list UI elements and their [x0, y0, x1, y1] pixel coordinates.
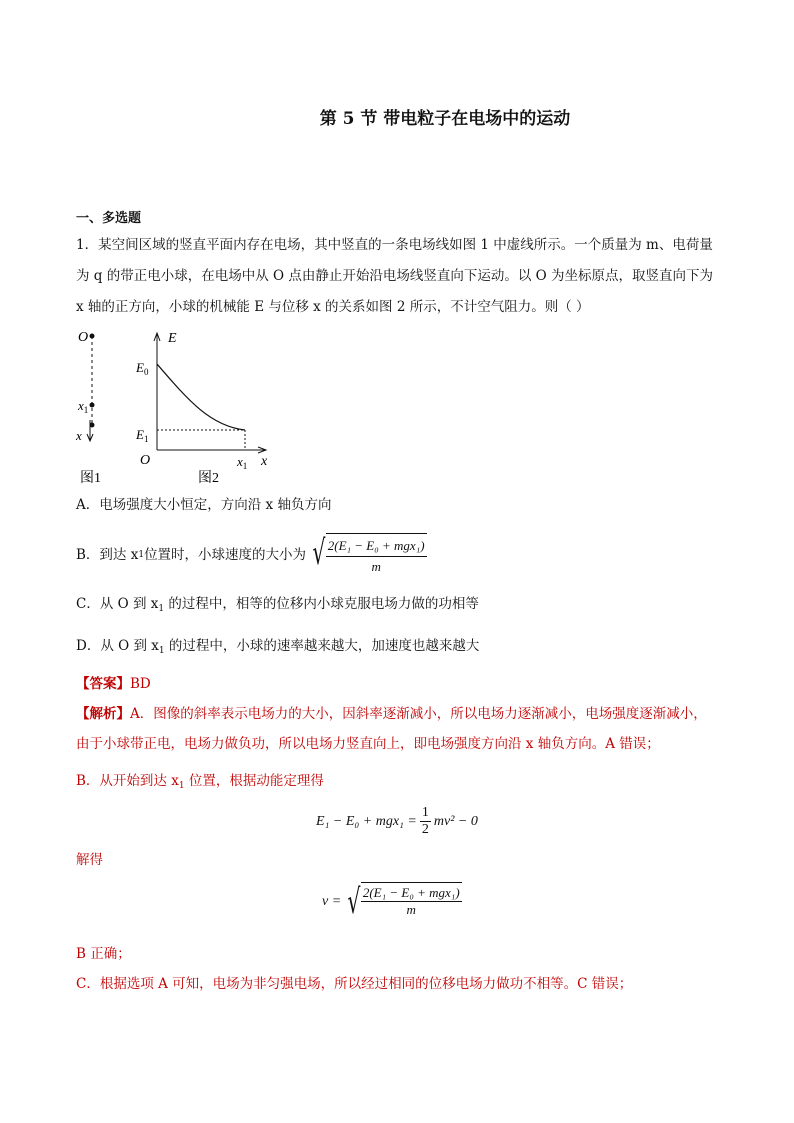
- question-line-2: 为 q 的带正电小球，在电场中从 O 点由静止开始沿电场线竖直向下运动。以 O 为坐标原点，取竖直向下为: [76, 268, 714, 284]
- solve-label: 解得: [76, 852, 103, 868]
- fig2-x1-label: $x_1$: [237, 454, 248, 471]
- equation-1: E₁ − E₀ + mgx₁ = $\frac{1}{2}$ mv² − 0: [316, 805, 478, 837]
- analysis-line-2: 由于小球带正电，电场力做负功，所以电场力竖直向上，即电场强度方向沿 x 轴负方向。A 错误；: [76, 736, 660, 752]
- analysis-c-line: C．根据选项 A 可知，电场为非匀强电场，所以经过相同的位移电场力做功不相等。C 错误；: [76, 976, 633, 992]
- section-heading: 一、多选题: [76, 211, 142, 226]
- fig2-caption: 图2: [198, 471, 219, 486]
- fig2-origin-label: O: [140, 453, 151, 468]
- option-b: B．到达 x 1 位置时，小球速度的大小为 √ $\frac{\text{2(E₁ − E₀ + mgx₁)}}{m}$: [76, 533, 427, 577]
- option-b-formula: √ $\frac{\text{2(E₁ − E₀ + mgx₁)}}{m}$: [308, 533, 426, 577]
- question-line-1: 1．某空间区域的竖直平面内存在电场，其中竖直的一条电场线如图 1 中虚线所示。一个质量为 m、电荷量: [76, 237, 713, 253]
- fig1-x-label: x: [76, 428, 82, 443]
- b-correct-line: B 正确；: [76, 946, 131, 962]
- fig1-origin-label: O: [78, 330, 89, 345]
- analysis-line-1: 【解析】A．图像的斜率表示电场力的大小，因斜率逐渐减小，所以电场力逐渐减小，电场强度逐渐减小，: [76, 706, 707, 722]
- fig1-x1-dot: [90, 403, 95, 408]
- e1-label: $E_1$: [136, 427, 149, 444]
- option-c: C．从 O 到 $x_1$ 的过程中，相等的位移内小球克服电场力做的功相等: [76, 596, 479, 614]
- fig1-caption: 图1: [80, 471, 101, 486]
- figure-1: [75, 330, 101, 486]
- fig1-x1-label: $x_1$: [78, 398, 89, 415]
- equation-2: v = √ $\frac{\text{2(E₁ − E₀ + mgx₁)}}{m}$: [322, 882, 460, 922]
- option-a: A．电场强度大小恒定，方向沿 x 轴负方向: [76, 497, 332, 513]
- figure-2: [135, 331, 268, 486]
- energy-curve: [157, 364, 245, 430]
- analysis-line-3: B．从开始到达 $x_1$ 位置，根据动能定理得: [76, 773, 324, 791]
- answer-line: 【答案】BD: [76, 676, 151, 692]
- e-axis-label: E: [168, 331, 177, 346]
- e0-label: $E_0$: [136, 360, 149, 377]
- page-title: 第 5 节 带电粒子在电场中的运动: [319, 109, 571, 129]
- option-d: D．从 O 到 $x_1$ 的过程中，小球的速率越来越大，加速度也越来越大: [76, 638, 480, 656]
- question-line-3: x 轴的正方向，小球的机械能 E 与位移 x 的关系如图 2 所示，不计空气阻力。则（ ）: [76, 299, 590, 315]
- question-figure: [70, 322, 290, 492]
- fig2-x-label: x: [261, 454, 268, 469]
